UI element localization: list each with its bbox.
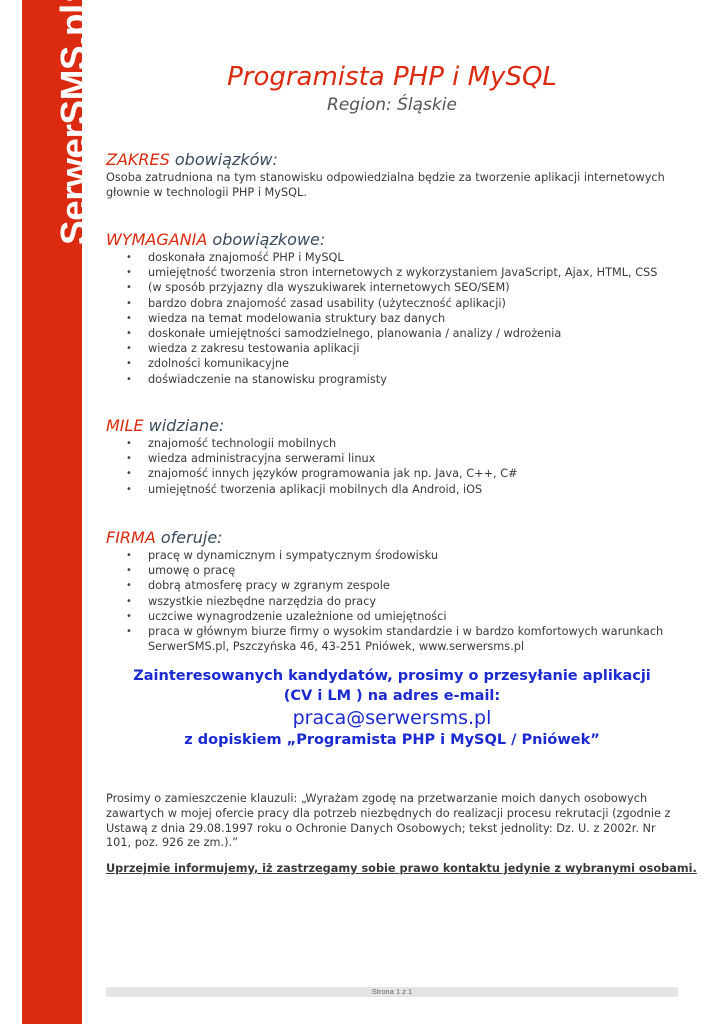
section-text: Osoba zatrudniona na tym stanowisku odpowiedzialna będzie za tworzenie aplikacji internetowych głownie w technologii PHP i MySQL.	[106, 171, 665, 199]
contact-email-link[interactable]: praca@serwersms.pl	[292, 707, 492, 729]
list-item: • praca w głównym biurze firmy o wysokim standardzie i w bardzo komfortowych warunkach	[106, 624, 686, 639]
heading-keyword: MILE	[106, 416, 144, 435]
offer-list	[106, 548, 686, 639]
nice-to-have-list	[106, 436, 686, 497]
section-firma	[106, 528, 686, 654]
list-item: • doświadczenie na stanowisku programisty	[106, 372, 686, 387]
cta-line-3: z dopiskiem „Programista PHP i MySQL / Pniówek”	[184, 732, 600, 748]
cta-line-2: (CV i LM ) na adres e-mail:	[283, 688, 501, 704]
list-item: • wszystkie niezbędne narzędzia do pracy	[106, 594, 686, 609]
list-item: • umiejętność tworzenia aplikacji mobilnych dla Android, iOS	[106, 482, 686, 497]
list-item: • doskonała znajomość PHP i MySQL	[106, 250, 686, 265]
heading-keyword: FIRMA	[106, 528, 156, 547]
contact-notice: Uprzejmie informujemy, iż zastrzegamy sobie prawo kontaktu jedynie z wybranymi osobami.	[106, 862, 697, 875]
page-title: Programista PHP i MySQL	[227, 62, 557, 92]
list-item: • uczciwe wynagrodzenie uzależnione od umiejętności	[106, 609, 686, 624]
heading-rest: widziane:	[143, 416, 225, 435]
heading-rest: obowiązków:	[169, 150, 278, 169]
list-item: • znajomość technologii mobilnych	[106, 436, 686, 451]
list-item: • wiedza na temat modelowania struktury baz danych	[106, 311, 686, 326]
section-heading	[106, 416, 686, 436]
heading-rest: obowiązkowe:	[207, 230, 326, 249]
privacy-clause: Prosimy o zamieszczenie klauzuli: „Wyrażam zgodę na przetwarzanie moich danych osobowych zawartych w mojej ofercie pracy dla potrzeb niezbędnych do realizacji procesu rekrutacji (zgodnie z Ustawą z dnia 29.08.1997 roku o Ochronie Danych Osobowych; tekst jednolity: Dz. U. z 2002r. Nr 101, poz. 926 ze zm.).”	[106, 792, 671, 850]
page-number: Strona 1 z 1	[371, 987, 413, 996]
brand-name: SerwerSMS.pl	[53, 4, 95, 245]
company-address: SerwerSMS.pl, Pszczyńska 46, 43-251 Pniówek, www.serwersms.pl	[148, 640, 525, 654]
heading-keyword: WYMAGANIA	[106, 230, 208, 249]
requirements-list	[106, 250, 686, 387]
list-item: • zdolności komunikacyjne	[106, 356, 686, 371]
list-item: • doskonałe umiejętności samodzielnego, planowania / analizy / wdrożenia	[106, 326, 686, 341]
list-item: • wiedza administracyjna serwerami linux	[106, 451, 686, 466]
section-mile	[106, 416, 686, 497]
brand-logo	[52, 4, 110, 245]
page-subtitle: Region: Śląskie	[327, 95, 457, 115]
cta-line-1: Zainteresowanych kandydatów, prosimy o przesyłanie aplikacji	[133, 668, 651, 684]
call-to-action	[106, 666, 678, 750]
list-item: • umowę o pracę	[106, 563, 686, 578]
list-item: • pracę w dynamicznym i sympatycznym środowisku	[106, 548, 686, 563]
brand-tagline: System Obsługi Marketingu Mobilnego	[93, 67, 105, 243]
list-item: • wiedza z zakresu testowania aplikacji	[106, 341, 686, 356]
section-heading	[106, 230, 686, 250]
list-item: • umiejętność tworzenia stron internetowych z wykorzystaniem JavaScript, Ajax, HTML, CSS	[106, 265, 686, 280]
list-item: • (w sposób przyjazny dla wyszukiwarek internetowych SEO/SEM)	[106, 280, 686, 295]
list-item: • znajomość innych języków programowania jak np. Java, C++, C#	[106, 466, 686, 481]
heading-rest: oferuje:	[155, 528, 223, 547]
section-wymagania	[106, 230, 686, 387]
heading-keyword: ZAKRES	[106, 150, 170, 169]
section-heading	[106, 528, 686, 548]
list-item: • dobrą atmosferę pracy w zgranym zespole	[106, 578, 686, 593]
section-zakres	[106, 150, 686, 200]
section-heading	[106, 150, 686, 170]
list-item: • bardzo dobra znajomość zasad usability (użyteczność aplikacji)	[106, 296, 686, 311]
